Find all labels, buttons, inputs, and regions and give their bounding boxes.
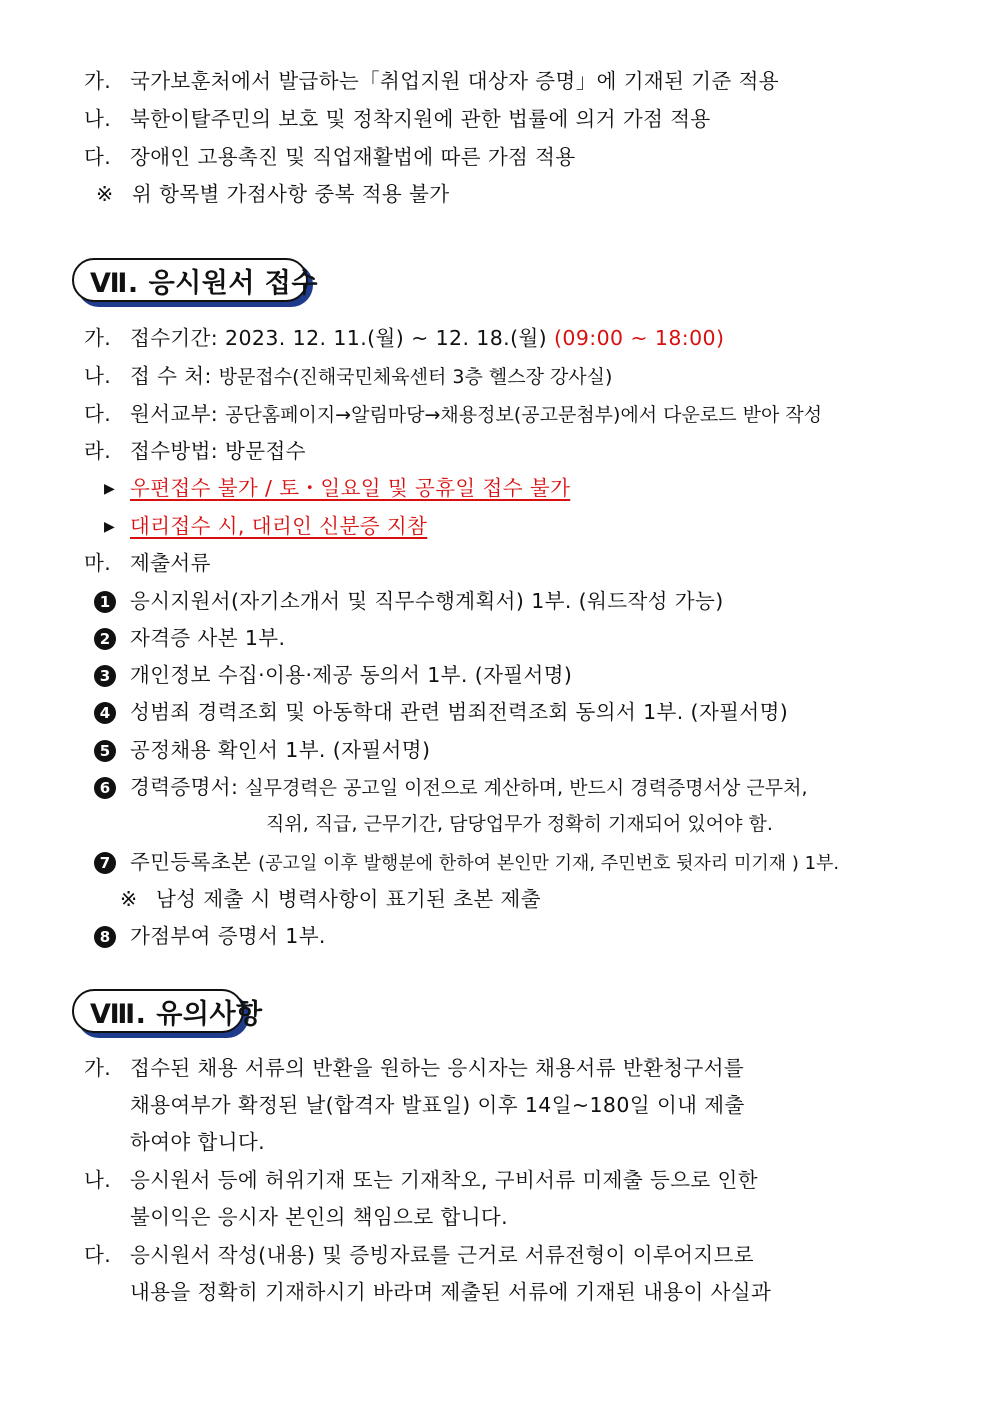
bonus-note: ※ 위 항목별 가점사항 중복 적용 불가 (96, 182, 450, 206)
notice-item-continuation: 불이익은 응시자 본인의 책임으로 합니다. (130, 1205, 509, 1229)
triangle-bullet-icon: ▶ (104, 519, 116, 535)
warning-item: ▶ 우편접수 불가 / 토・일요일 및 공휴일 접수 불가 (104, 476, 571, 500)
bonus-item: 나. 북한이탈주민의 보호 및 정착지원에 관한 법률에 의거 가점 적용 (84, 107, 711, 131)
notice-item-continuation: 채용여부가 확정된 날(합격자 발표일) 이후 14일~180일 이내 제출 (130, 1093, 745, 1117)
warning-item: ▶ 대리접수 시, 대리인 신분증 지참 (104, 514, 428, 538)
document-item: 3 개인정보 수집·이용·제공 동의서 1부. (자필서명) (94, 662, 572, 688)
form-distribution: 다. 원서교부: 공단홈페이지→알림마당→채용정보(공고문첨부)에서 다운로드 받아 작성 (84, 402, 823, 426)
number-badge: 8 (94, 926, 116, 948)
number-badge: 7 (94, 852, 116, 874)
documents-note: ※ 남성 제출 시 병력사항이 표기된 초본 제출 (120, 887, 541, 911)
number-badge: 5 (94, 740, 116, 762)
section-8-heading (72, 989, 263, 1033)
notice-item: 나. 응시원서 등에 허위기재 또는 기재착오, 구비서류 미제출 등으로 인한 (84, 1168, 758, 1192)
number-badge: 6 (94, 777, 116, 799)
number-badge: 3 (94, 665, 116, 687)
application-hours: (09:00 ~ 18:00) (554, 326, 725, 350)
section-7-heading (72, 258, 318, 302)
application-place: 나. 접 수 처: 방문접수(진해국민체육센터 3층 헬스장 강사실) (84, 364, 613, 388)
document-item: 5 공정채용 확인서 1부. (자필서명) (94, 737, 430, 763)
notice-item-continuation: 하여야 합니다. (130, 1130, 266, 1154)
document-item: 1 응시지원서(자기소개서 및 직무수행계획서) 1부. (워드작성 가능) (94, 588, 724, 614)
section-8-title: Ⅷ. 유의사항 (90, 998, 263, 1030)
bonus-item: 다. 장애인 고용촉진 및 직업재활법에 따른 가점 적용 (84, 145, 576, 169)
notice-item: 가. 접수된 채용 서류의 반환을 원하는 응시자는 채용서류 반환청구서를 (84, 1056, 745, 1080)
document-item: 4 성범죄 경력조회 및 아동학대 관련 범죄전력조회 동의서 1부. (자필서명) (94, 699, 788, 725)
number-badge: 1 (94, 591, 116, 613)
application-period: 가. 접수기간: 2023. 12. 11.(월) ~ 12. 18.(월) (09:00 ~ 18:00) (84, 326, 725, 350)
application-method: 라. 접수방법: 방문접수 (84, 439, 306, 463)
document-item: 6 경력증명서: 실무경력은 공고일 이전으로 계산하며, 반드시 경력증명서상 근무처, (94, 774, 807, 801)
notice-item: 다. 응시원서 작성(내용) 및 증빙자료를 근거로 서류전형이 이루어지므로 (84, 1243, 754, 1267)
document-item-continuation: 직위, 직급, 근무기간, 담당업무가 정확히 기재되어 있어야 함. (266, 813, 773, 835)
number-badge: 4 (94, 702, 116, 724)
triangle-bullet-icon: ▶ (104, 481, 116, 497)
notice-item-continuation: 내용을 정확히 기재하시기 바라며 제출된 서류에 기재된 내용이 사실과 (130, 1280, 772, 1304)
document-item: 2 자격증 사본 1부. (94, 625, 285, 651)
bonus-item: 가. 국가보훈처에서 발급하는「취업지원 대상자 증명」에 기재된 기준 적용 (84, 69, 779, 93)
section-7-title: Ⅶ. 응시원서 접수 (90, 267, 318, 299)
documents-title: 마. 제출서류 (84, 551, 211, 575)
document-item: 7 주민등록초본 (공고일 이후 발행분에 한하여 본인만 기재, 주민번호 뒷자리 미기재 ) 1부. (94, 849, 839, 877)
document-item: 8 가점부여 증명서 1부. (94, 923, 326, 949)
number-badge: 2 (94, 628, 116, 650)
